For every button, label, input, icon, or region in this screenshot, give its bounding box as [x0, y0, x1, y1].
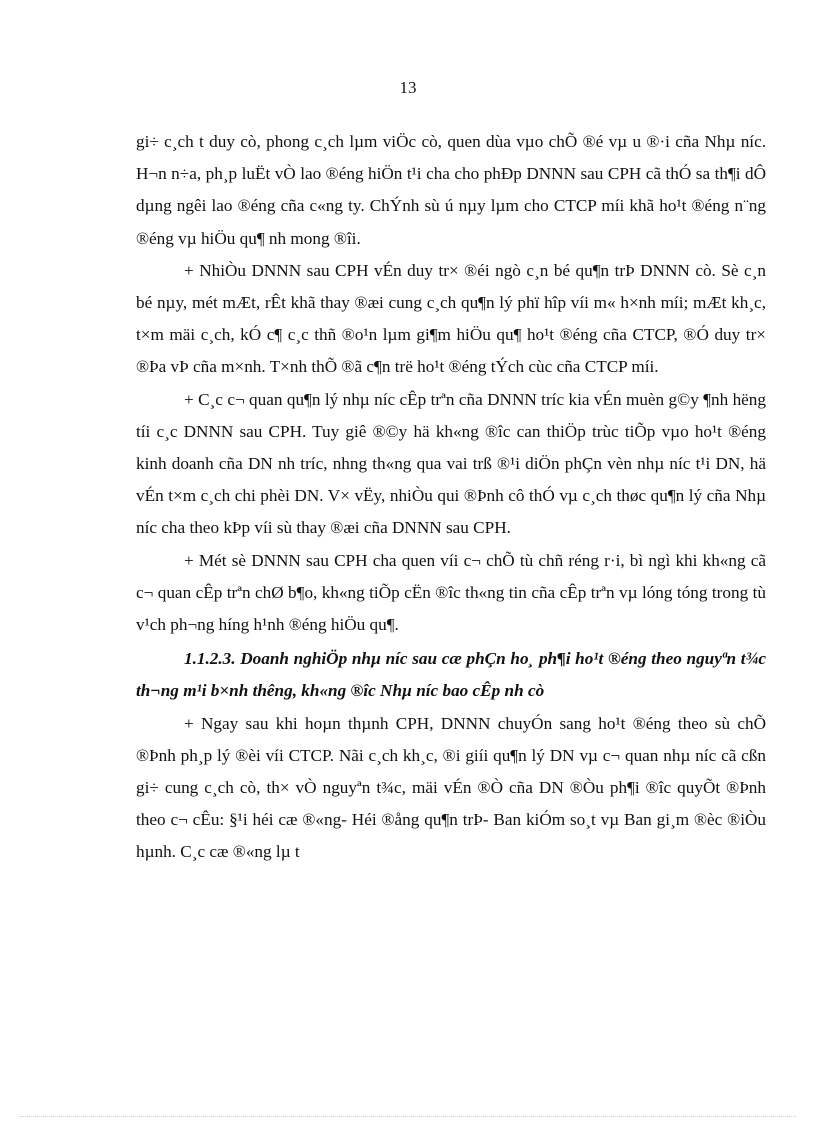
page-number: 13	[399, 78, 417, 97]
paragraph: + Ngay sau khi hoµn thµnh CPH, DNNN chuyÓn sang ho¹t ®éng theo sù chÕ ®Þnh ph¸p lý ®èi víi CTCP. Nãi c¸ch kh¸c, ®i giíi qu¶n lý DN vµ c¬ quan nhµ níc cã cßn gi÷ cung c¸ch cò, th× vÒ nguyªn t¾c, mäi vÉn ®Ò cña DN ®Òu ph¶i ®îc quyÕt ®Þnh theo c¬ cÊu: §¹i héi cæ ®«ng- Héi ®ång qu¶n trÞ- Ban kiÓm so¸t vµ Ban gi¸m ®èc ®iÒu hµnh. C¸c cæ ®«ng lµ t	[136, 713, 766, 862]
paragraph-continued: gi÷ c¸ch t duy cò, phong c¸ch lµm viÖc cò, quen dùa vµo chÕ ®é vµ u ®·i cña Nhµ níc. H¬n n÷a, ph¸p luËt vÒ lao ®éng hiÖn t¹i cha cho phÐp DNNN sau CPH cã thÓ sa th¶i dÔ dµng ngêi lao ®éng cña c«ng ty. ChÝnh sù ú nµy lµm cho CTCP míi khã ho¹t ®éng n¨ng ®éng vµ hiÖu qu¶ nh mong ®îi.	[136, 132, 766, 248]
page-bottom-divider	[20, 1116, 796, 1117]
paragraph: + NhiÒu DNNN sau CPH vÉn duy tr× ®éi ngò c¸n bé qu¶n trÞ DNNN cò. Sè c¸n bé nµy, mét mÆt, rÊt khã thay ®æi cung c¸ch qu¶n lý phï hîp víi m« h×nh míi; mÆt kh¸c, t×m mäi c¸ch, kÓ c¶ c¸c thñ ®o¹n lµm gi¶m hiÖu qu¶ ho¹t ®éng cña CTCP, ®Ó duy tr× ®Þa vÞ cña m×nh. T×nh thÕ ®ã c¶n trë ho¹t ®éng tÝch cùc cña CTCP míi.	[136, 260, 766, 377]
document-body	[136, 126, 766, 869]
paragraph: + C¸c c¬ quan qu¶n lý nhµ níc cÊp trªn cña DNNN tríc kia vÉn muèn g©y ¶nh hëng tíi c¸c DNNN sau CPH. Tuy giê ®©y hä kh«ng ®îc can thiÖp trùc tiÕp vµo ho¹t ®éng kinh doanh cña DN nh tríc, nhng th«ng qua vai trß ®¹i diÖn phÇn vèn nhµ níc t¹i DN, hä vÉn t×m c¸ch chi phèi DN. V× vËy, nhiÒu qui ®Þnh cô thÓ vµ c¸ch thøc qu¶n lý cña Nhµ níc cha theo kÞp víi sù thay ®æi cña DNNN sau CPH.	[136, 389, 766, 538]
section-heading: 1.1.2.3. Doanh nghiÖp nhµ níc sau cæ phÇn ho¸ ph¶i ho¹t ®éng theo nguyªn t¾c th¬ng m¹i b×nh thêng, kh«ng ®îc Nhµ níc bao cÊp nh cò	[136, 649, 766, 701]
paragraph: + Mét sè DNNN sau CPH cha quen víi c¬ chÕ tù chñ réng r·i, bì ngì khi kh«ng cã c¬ quan cÊp trªn chØ b¶o, kh«ng tiÕp cËn ®îc th«ng tin cña cÊp trªn vµ lóng tóng trong tù v¹ch ph¬ng híng h¹nh ®éng hiÖu qu¶.	[136, 550, 766, 635]
